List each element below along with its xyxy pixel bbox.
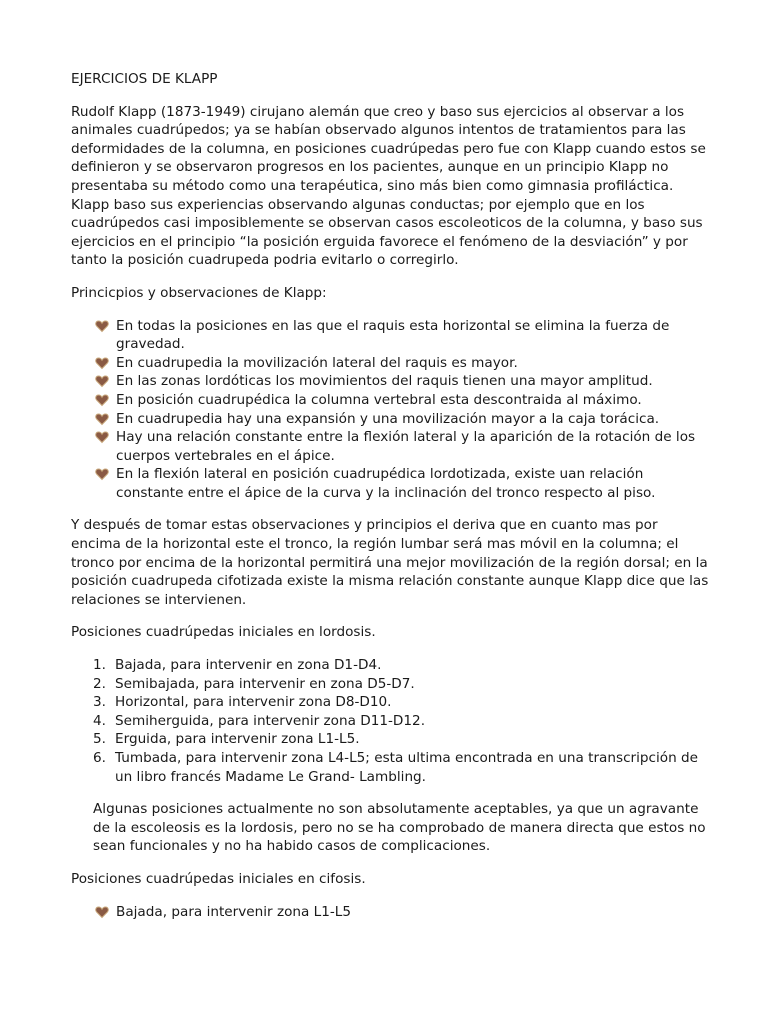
heart-icon [95,412,109,426]
position-text: Semibajada, para intervenir en zona D5-D7. [115,675,415,692]
lordosis-list [71,656,711,786]
list-item [93,749,711,786]
list-item [93,693,711,712]
list-item [93,712,711,731]
heart-icon [95,393,109,407]
list-item [93,656,711,675]
list-item [95,391,711,410]
list-item [95,903,711,922]
item-number: 6. [93,750,106,766]
intro-text-1: Rudolf Klapp (1873-1949) cirujano alemán que creo y baso sus ejercicios al observar a los animales cuadrúpedos; ya se habían observado algunos intentos de tratamientos para las deformidades de la columna, en posiciones cuadrúpedas pero fue con Klapp cuando estos se definieron y se observaron progresos en los pacientes, aunque en un principio Klapp no presentaba su método como una terapéutica, sino más bien como gimnasia profiláctica. [71,103,706,194]
item-number: 1. [93,657,106,674]
principle-text: En posición cuadrupédica la columna vertebral esta descontraida al máximo. [116,391,642,408]
heart-icon [95,467,109,481]
position-text: Semiherguida, para intervenir zona D11-D12. [115,712,426,729]
list-item [95,428,711,465]
note-paragraph: Algunas posiciones actualmente no son absolutamente aceptables, ya que un agravante de la escoleosis es la lordosis, pero no se ha comprobado de manera directa que estos no sean funcionales y no ha habido casos de complicaciones. [93,801,706,855]
principle-text: En todas la posiciones en las que el raquis esta horizontal se elimina la fuerza de gravedad. [116,317,670,353]
list-item [95,372,711,391]
principle-text: En cuadrupedia la movilización lateral del raquis es mayor. [116,354,518,371]
principle-text: Hay una relación constante entre la flexión lateral y la aparición de la rotación de los cuerpos vertebrales en el ápice. [116,429,696,464]
intro-paragraph [71,103,711,270]
list-item [93,730,711,749]
kyphosis-heading: Posiciones cuadrúpedas iniciales en cifosis. [71,870,366,887]
position-text: Tumbada, para intervenir zona L4-L5; esta ultima encontrada en una transcripción de un libro francés Madame Le Grand- Lambling. [115,750,699,785]
principle-text: En cuadrupedia hay una expansión y una movilización mayor a la caja torácica. [116,410,660,427]
document-title: EJERCICIOS DE KLAPP [71,71,218,87]
document-body [71,70,711,935]
principles-list [71,317,711,503]
intro-text-2: Klapp baso sus experiencias observando algunas conductas; por ejemplo que en los cuadrúpedos casi imposiblemente se observan casos escoleoticos de la columna, y baso sus ejercicios en el principio “la posición erguida favorece el fenómeno de la desviación” y por tanto la posición cuadrupeda podria evitarlo o corregirlo. [71,196,703,269]
heart-icon [95,905,109,919]
heart-icon [95,319,109,333]
position-text: Erguida, para intervenir zona L1-L5. [115,731,360,748]
principles-heading: Princicpios y observaciones de Klapp: [71,284,327,301]
principle-text: En la flexión lateral en posición cuadrupédica lordotizada, existe uan relación constante entre el ápice de la curva y la inclinación del tronco respecto al piso. [116,466,656,501]
principle-text: En las zonas lordóticas los movimientos del raquis tienen una mayor amplitud. [116,373,653,390]
list-item [95,354,711,373]
item-number: 3. [93,694,106,711]
kyphosis-list [71,903,711,922]
list-item [95,410,711,429]
heart-icon [95,356,109,370]
position-text: Bajada, para intervenir en zona D1-D4. [115,657,382,674]
position-text: Horizontal, para intervenir zona D8-D10. [115,694,392,711]
position-text: Bajada, para intervenir zona L1-L5 [116,903,352,920]
lordosis-heading: Posiciones cuadrúpedas iniciales en lordosis. [71,624,376,641]
list-item [93,675,711,694]
list-item [95,465,711,502]
item-number: 2. [93,675,106,692]
list-item [95,317,711,354]
conclusion-paragraph: Y después de tomar estas observaciones y principios el deriva que en cuanto mas por encima de la horizontal este el tronco, la región lumbar será mas móvil en la columna; el tronco por encima de la horizontal permitirá una mejor movilización de la región dorsal; en la posición cuadrupeda cifotizada existe la misma relación constante aunque Klapp dice que las relaciones se intervienen. [71,517,709,608]
item-number: 5. [93,731,106,748]
heart-icon [95,374,109,388]
heart-icon [95,430,109,444]
item-number: 4. [93,712,106,729]
